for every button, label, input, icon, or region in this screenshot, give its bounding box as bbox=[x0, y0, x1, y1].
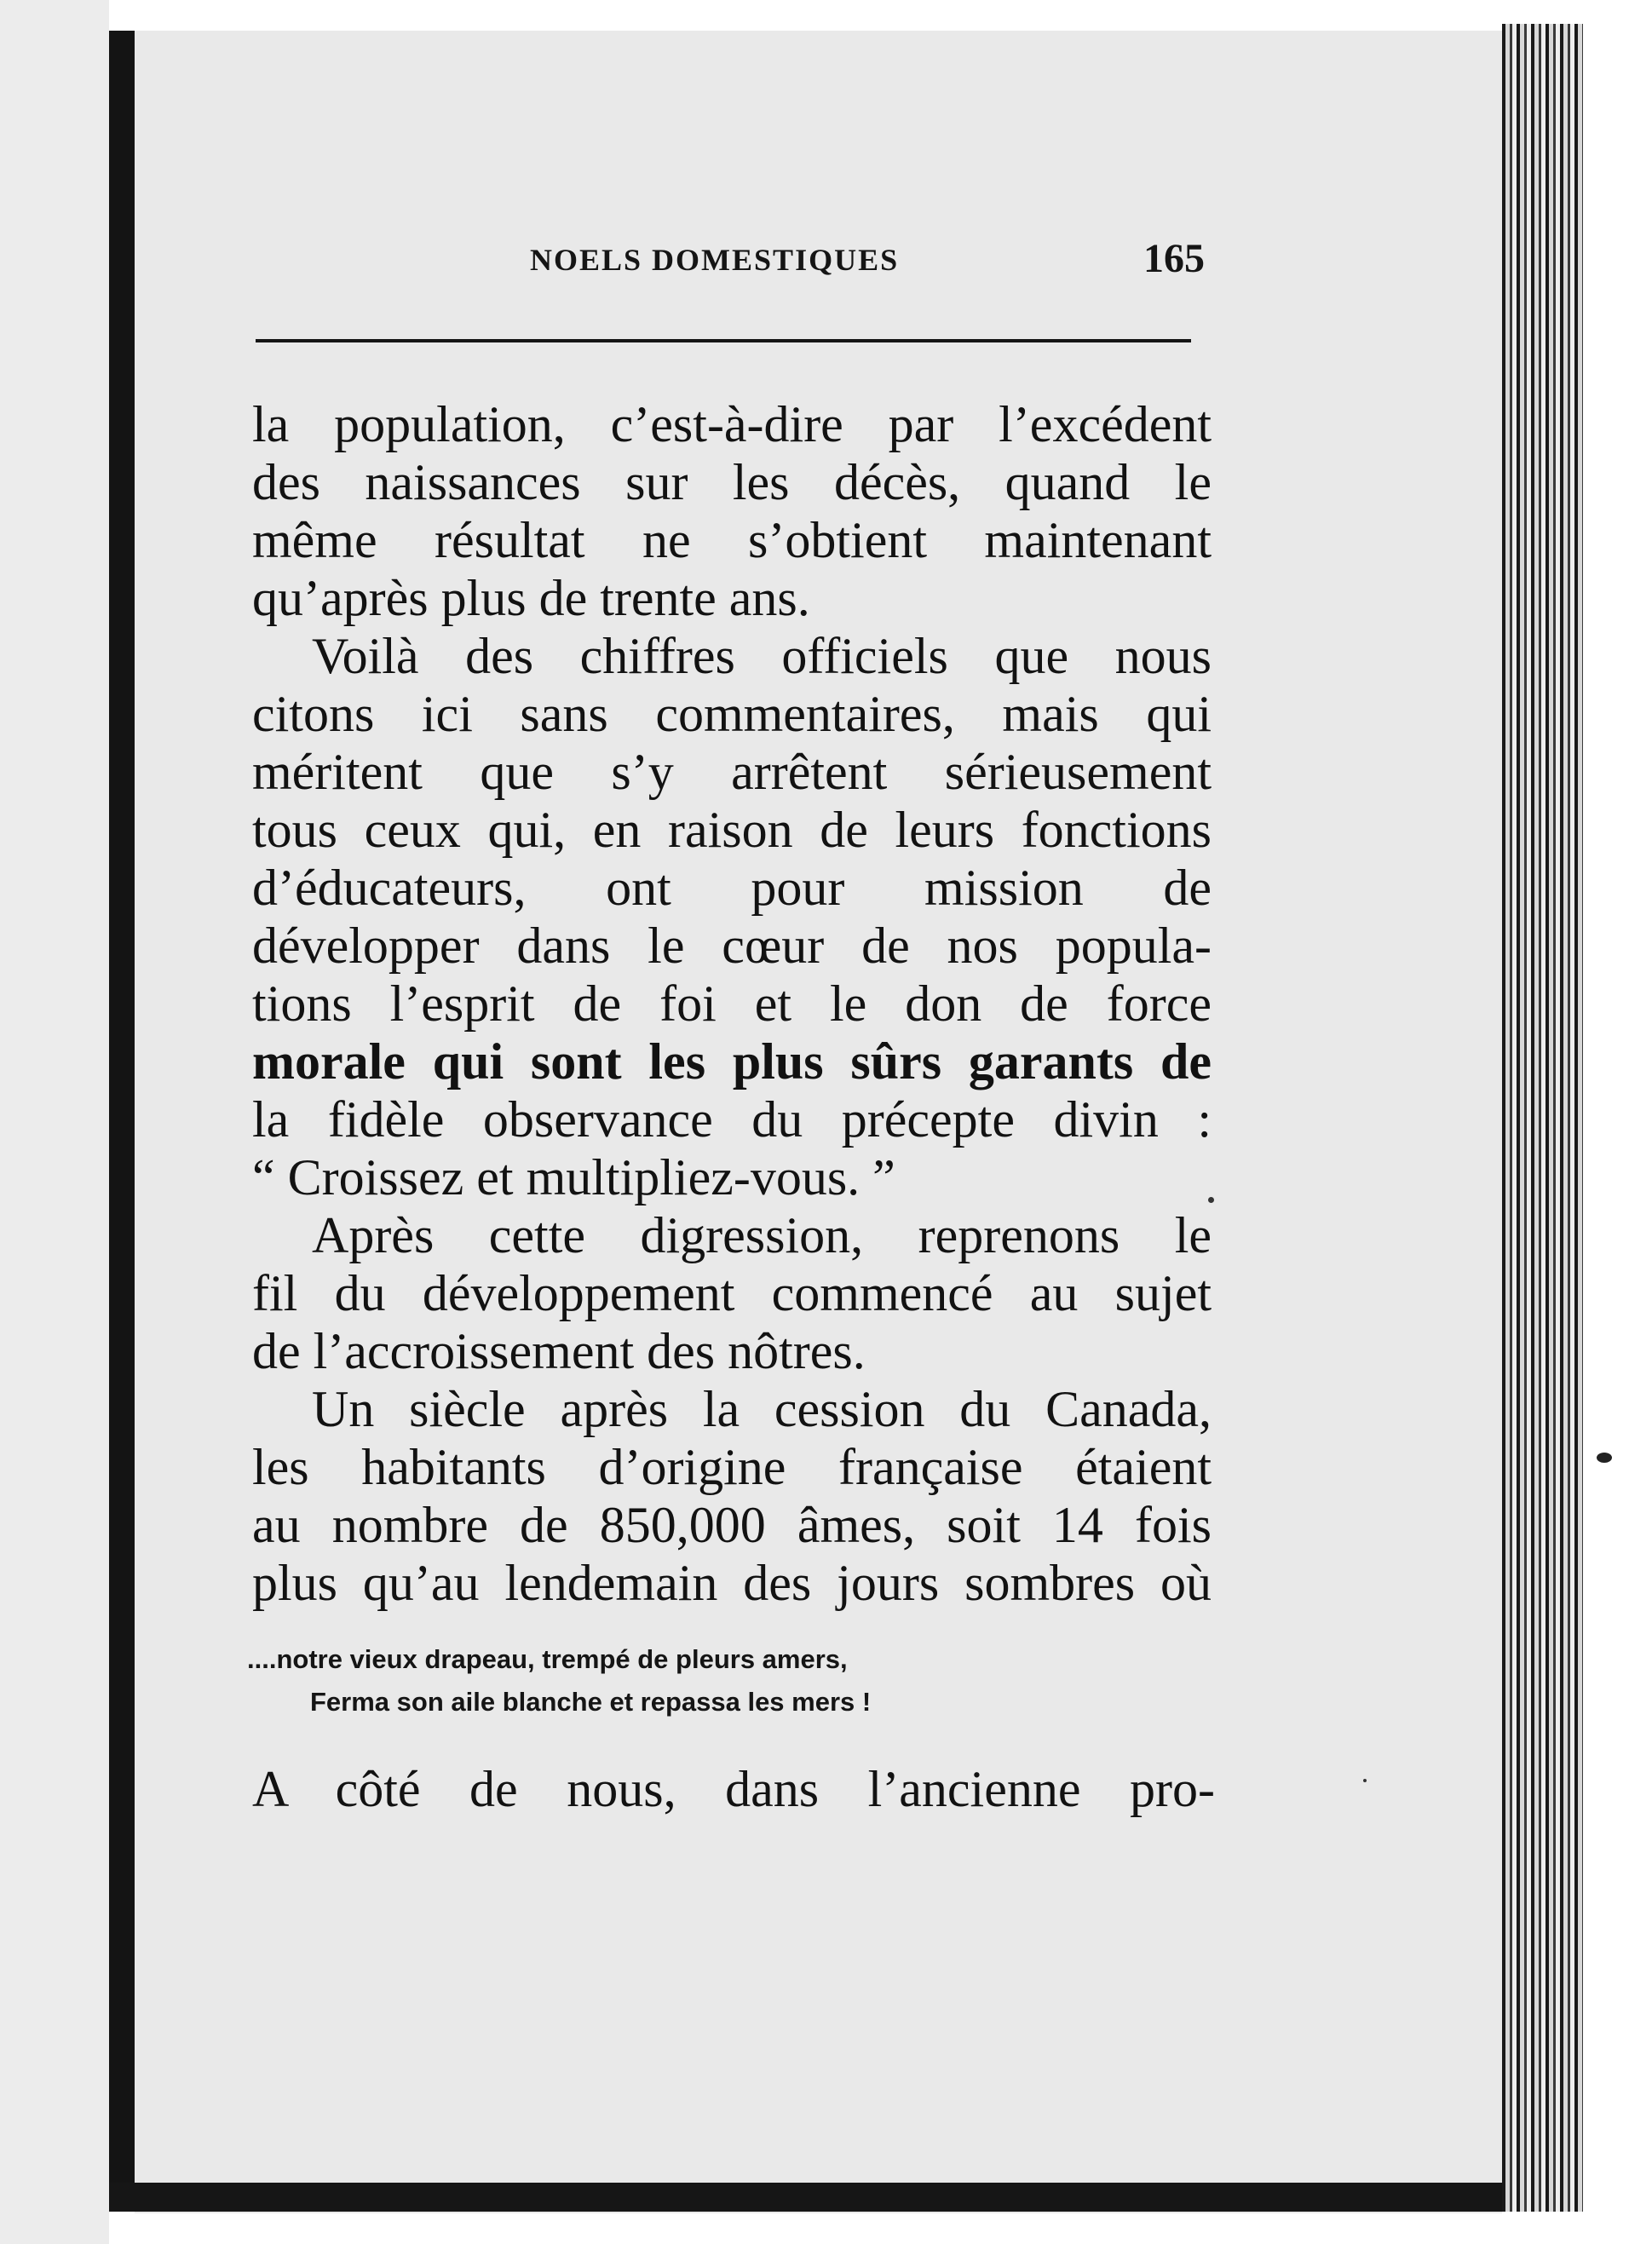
body-line: Après cette digression, reprenons le bbox=[312, 1207, 1212, 1263]
scan-speck bbox=[1597, 1453, 1612, 1463]
body-line: la population, c’est-à-dire par l’excédent bbox=[252, 396, 1212, 452]
body-line: fil du développement commencé au sujet bbox=[252, 1265, 1212, 1321]
header-rule bbox=[256, 339, 1191, 342]
body-line: morale qui sont les plus sûrs garants de bbox=[252, 1033, 1212, 1090]
body-line: développer dans le cœur de nos popula- bbox=[252, 918, 1212, 974]
body-line: méritent que s’y arrêtent sérieusement bbox=[252, 744, 1212, 800]
body-line: Un siècle après la cession du Canada, bbox=[312, 1381, 1212, 1437]
verse-line: Ferma son aile blanche et repassa les mers ! bbox=[310, 1687, 872, 1717]
book-bottom-edge bbox=[109, 2183, 1583, 2212]
running-title: NOELS DOMESTIQUES bbox=[530, 243, 900, 277]
body-line: la fidèle observance du précepte divin : bbox=[252, 1091, 1212, 1148]
verse-line: ....notre vieux drapeau, trempé de pleurs amers, bbox=[247, 1644, 848, 1674]
book-spine-edge bbox=[109, 31, 135, 2212]
body-line: même résultat ne s’obtient maintenant bbox=[252, 512, 1212, 568]
scan-margin-left bbox=[0, 0, 109, 2244]
body-line: tous ceux qui, en raison de leurs fonctions bbox=[252, 802, 1212, 858]
body-line: qu’après plus de trente ans. bbox=[252, 570, 810, 626]
scan-speck bbox=[1208, 1197, 1214, 1203]
body-line: tions l’esprit de foi et le don de force bbox=[252, 975, 1212, 1032]
body-line: des naissances sur les décès, quand le bbox=[252, 454, 1212, 510]
body-line: de l’accroissement des nôtres. bbox=[252, 1323, 866, 1379]
body-line: “ Croissez et multipliez-vous. ” bbox=[252, 1149, 895, 1205]
body-line: d’éducateurs, ont pour mission de bbox=[252, 860, 1212, 916]
body-line: au nombre de 850,000 âmes, soit 14 fois bbox=[252, 1497, 1212, 1553]
body-line-continuation: A côté de nous, dans l’ancienne pro- bbox=[252, 1761, 1215, 1817]
scan-margin-right bbox=[1583, 0, 1652, 2244]
body-line: Voilà des chiffres officiels que nous bbox=[312, 628, 1212, 684]
body-line: les habitants d’origine française étaient bbox=[252, 1439, 1212, 1495]
scan-speck bbox=[1363, 1779, 1367, 1782]
page-number: 165 bbox=[1143, 236, 1205, 281]
body-line: plus qu’au lendemain des jours sombres où bbox=[252, 1555, 1212, 1611]
page-stack-edge bbox=[1502, 24, 1583, 2212]
body-line: citons ici sans commentaires, mais qui bbox=[252, 686, 1212, 742]
